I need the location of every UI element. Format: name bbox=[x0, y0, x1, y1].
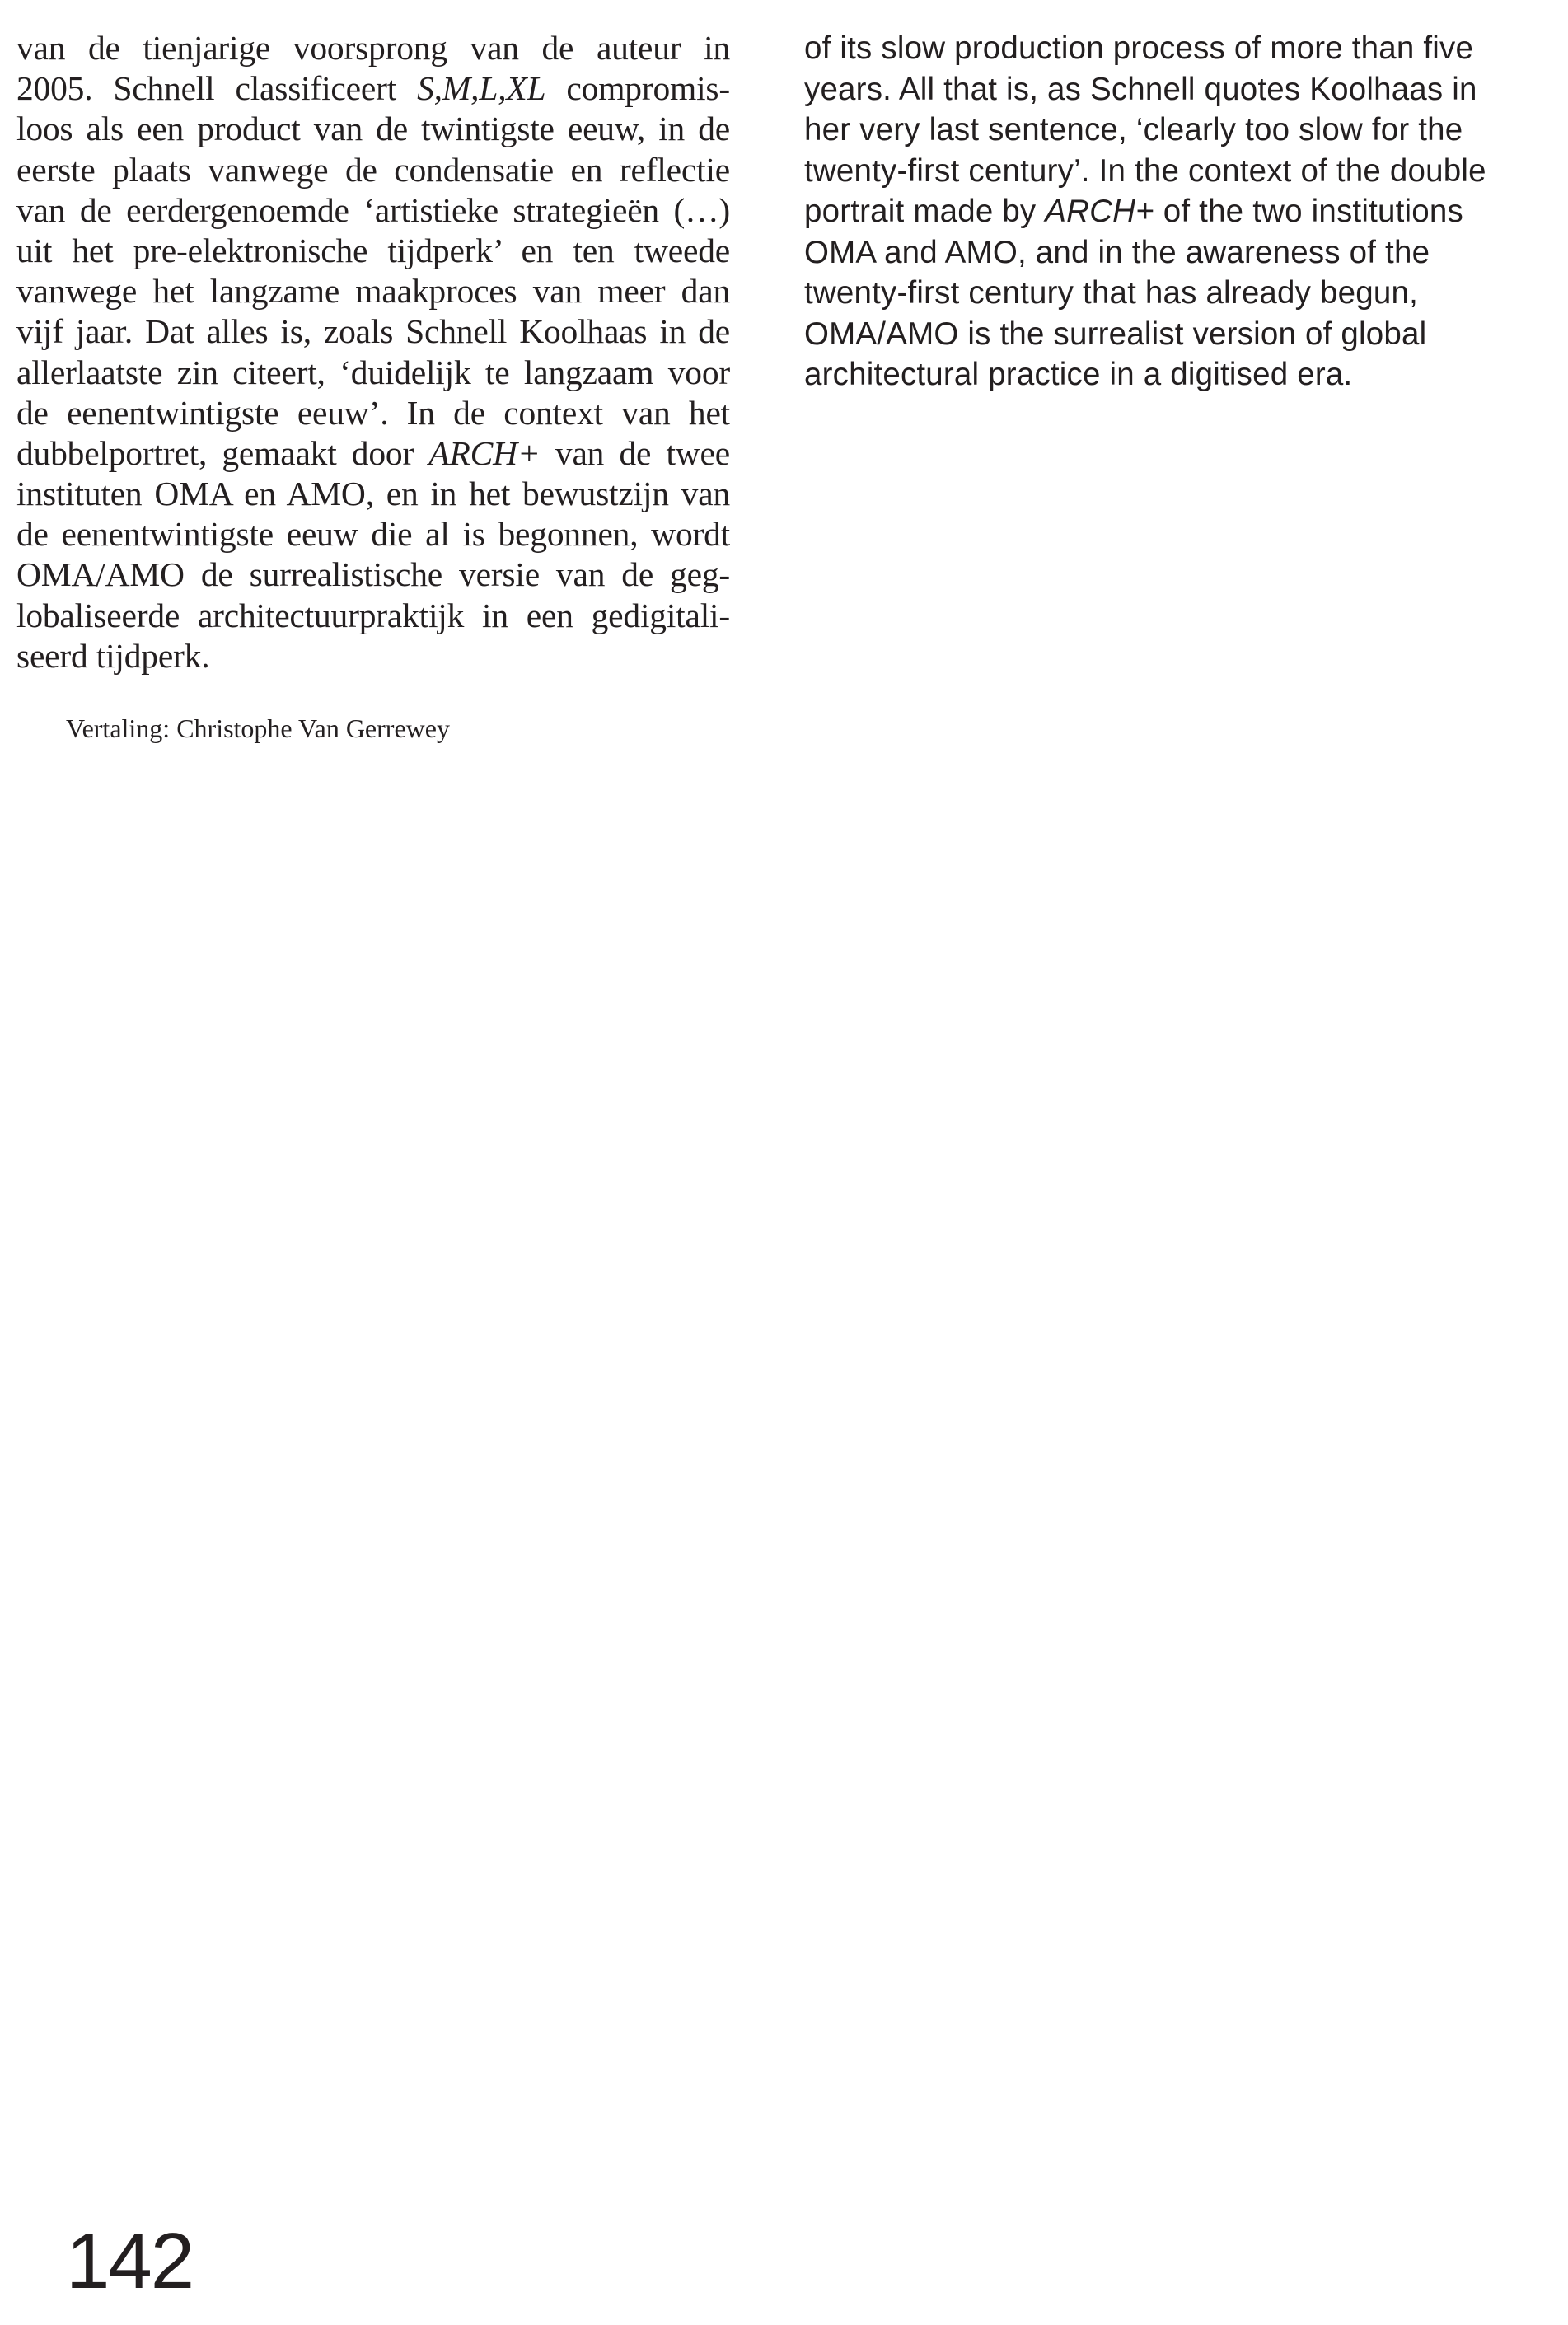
text-run: OMA and AMO, and in the awareness of the bbox=[804, 234, 1430, 270]
text-run: van de tienjarige voorsprong van de auteur in bbox=[16, 29, 730, 67]
text-run: of its slow production process of more than five bbox=[804, 30, 1474, 66]
text-line bbox=[16, 393, 730, 433]
text-run: OMA/AMO is the surrealist version of global bbox=[804, 316, 1427, 352]
text-line bbox=[16, 514, 730, 554]
text-run: allerlaatste zin citeert, ‘duidelijk te langzaam voor bbox=[16, 353, 730, 391]
text-run: twenty-first century’. In the context of the double bbox=[804, 152, 1486, 189]
text-run: loos als een product van de twintigste eeuw, in de bbox=[16, 110, 730, 148]
text-line bbox=[804, 151, 1529, 192]
text-line bbox=[804, 191, 1529, 232]
text-line bbox=[804, 273, 1529, 314]
text-run: instituten OMA en AMO, en in het bewustzijn van bbox=[16, 475, 730, 513]
text-run: vanwege het langzame maakproces van meer dan bbox=[16, 272, 730, 311]
text-run: compromis- bbox=[545, 69, 730, 108]
text-run: years. All that is, as Schnell quotes Koolhaas in bbox=[804, 71, 1477, 107]
text-line bbox=[16, 231, 730, 271]
text-line bbox=[16, 311, 730, 352]
text-run: van de twee bbox=[540, 433, 730, 472]
text-line bbox=[804, 110, 1529, 151]
text-line bbox=[16, 433, 730, 474]
text-line bbox=[16, 636, 730, 676]
text-line bbox=[804, 314, 1529, 355]
translation-credit: Vertaling: Christophe Van Gerrewey bbox=[66, 713, 450, 743]
text-line bbox=[804, 69, 1529, 110]
text-line bbox=[16, 109, 730, 149]
text-line bbox=[16, 190, 730, 231]
text-run: uit het pre-elektronische tijdperk’ en ten tweede bbox=[16, 231, 730, 269]
text-run: her very last sentence, ‘clearly too slow for the bbox=[804, 112, 1463, 147]
text-run: OMA/AMO de surrealistische versie van de geg- bbox=[16, 555, 730, 594]
text-run: architectural practice in a digitised era. bbox=[804, 357, 1353, 392]
text-run: of the two institutions bbox=[1154, 194, 1463, 229]
text-line bbox=[16, 68, 730, 109]
dutch-text-column bbox=[16, 28, 730, 676]
text-run: 2005. Schnell classificeert bbox=[16, 69, 418, 108]
text-run: de eenentwintigste eeuw die al is begonnen, wordt bbox=[16, 515, 730, 554]
text-run: lobaliseerde architectuurpraktijk in een gedigitali- bbox=[16, 596, 730, 634]
text-line bbox=[16, 353, 730, 393]
text-line bbox=[804, 28, 1529, 69]
text-run: twenty-first century that has already begun, bbox=[804, 275, 1418, 311]
text-run: seerd tijdperk. bbox=[16, 636, 210, 675]
text-run: portrait made by bbox=[804, 194, 1046, 229]
italic-title: ARCH+ bbox=[1045, 194, 1154, 229]
text-run: van de eerdergenoemde ‘artistieke strategieën (…) bbox=[16, 190, 730, 229]
text-run: vijf jaar. Dat alles is, zoals Schnell Koolhaas in de bbox=[16, 312, 730, 351]
text-line bbox=[16, 271, 730, 311]
italic-title: S,M,L,XL bbox=[417, 69, 546, 108]
text-run: eerste plaats vanwege de condensatie en reflectie bbox=[16, 150, 730, 189]
page-number: 142 bbox=[66, 2217, 194, 2305]
text-line bbox=[16, 28, 730, 68]
text-line bbox=[16, 474, 730, 514]
text-run: de eenentwintigste eeuw’. In de context van het bbox=[16, 393, 730, 432]
text-line bbox=[16, 554, 730, 595]
text-line bbox=[16, 150, 730, 190]
italic-title: ARCH+ bbox=[428, 433, 541, 472]
text-line bbox=[16, 596, 730, 636]
english-text-column bbox=[804, 28, 1529, 395]
text-line bbox=[804, 354, 1529, 395]
text-run: dubbelportret, gemaakt door bbox=[16, 433, 429, 472]
text-line bbox=[804, 232, 1529, 274]
